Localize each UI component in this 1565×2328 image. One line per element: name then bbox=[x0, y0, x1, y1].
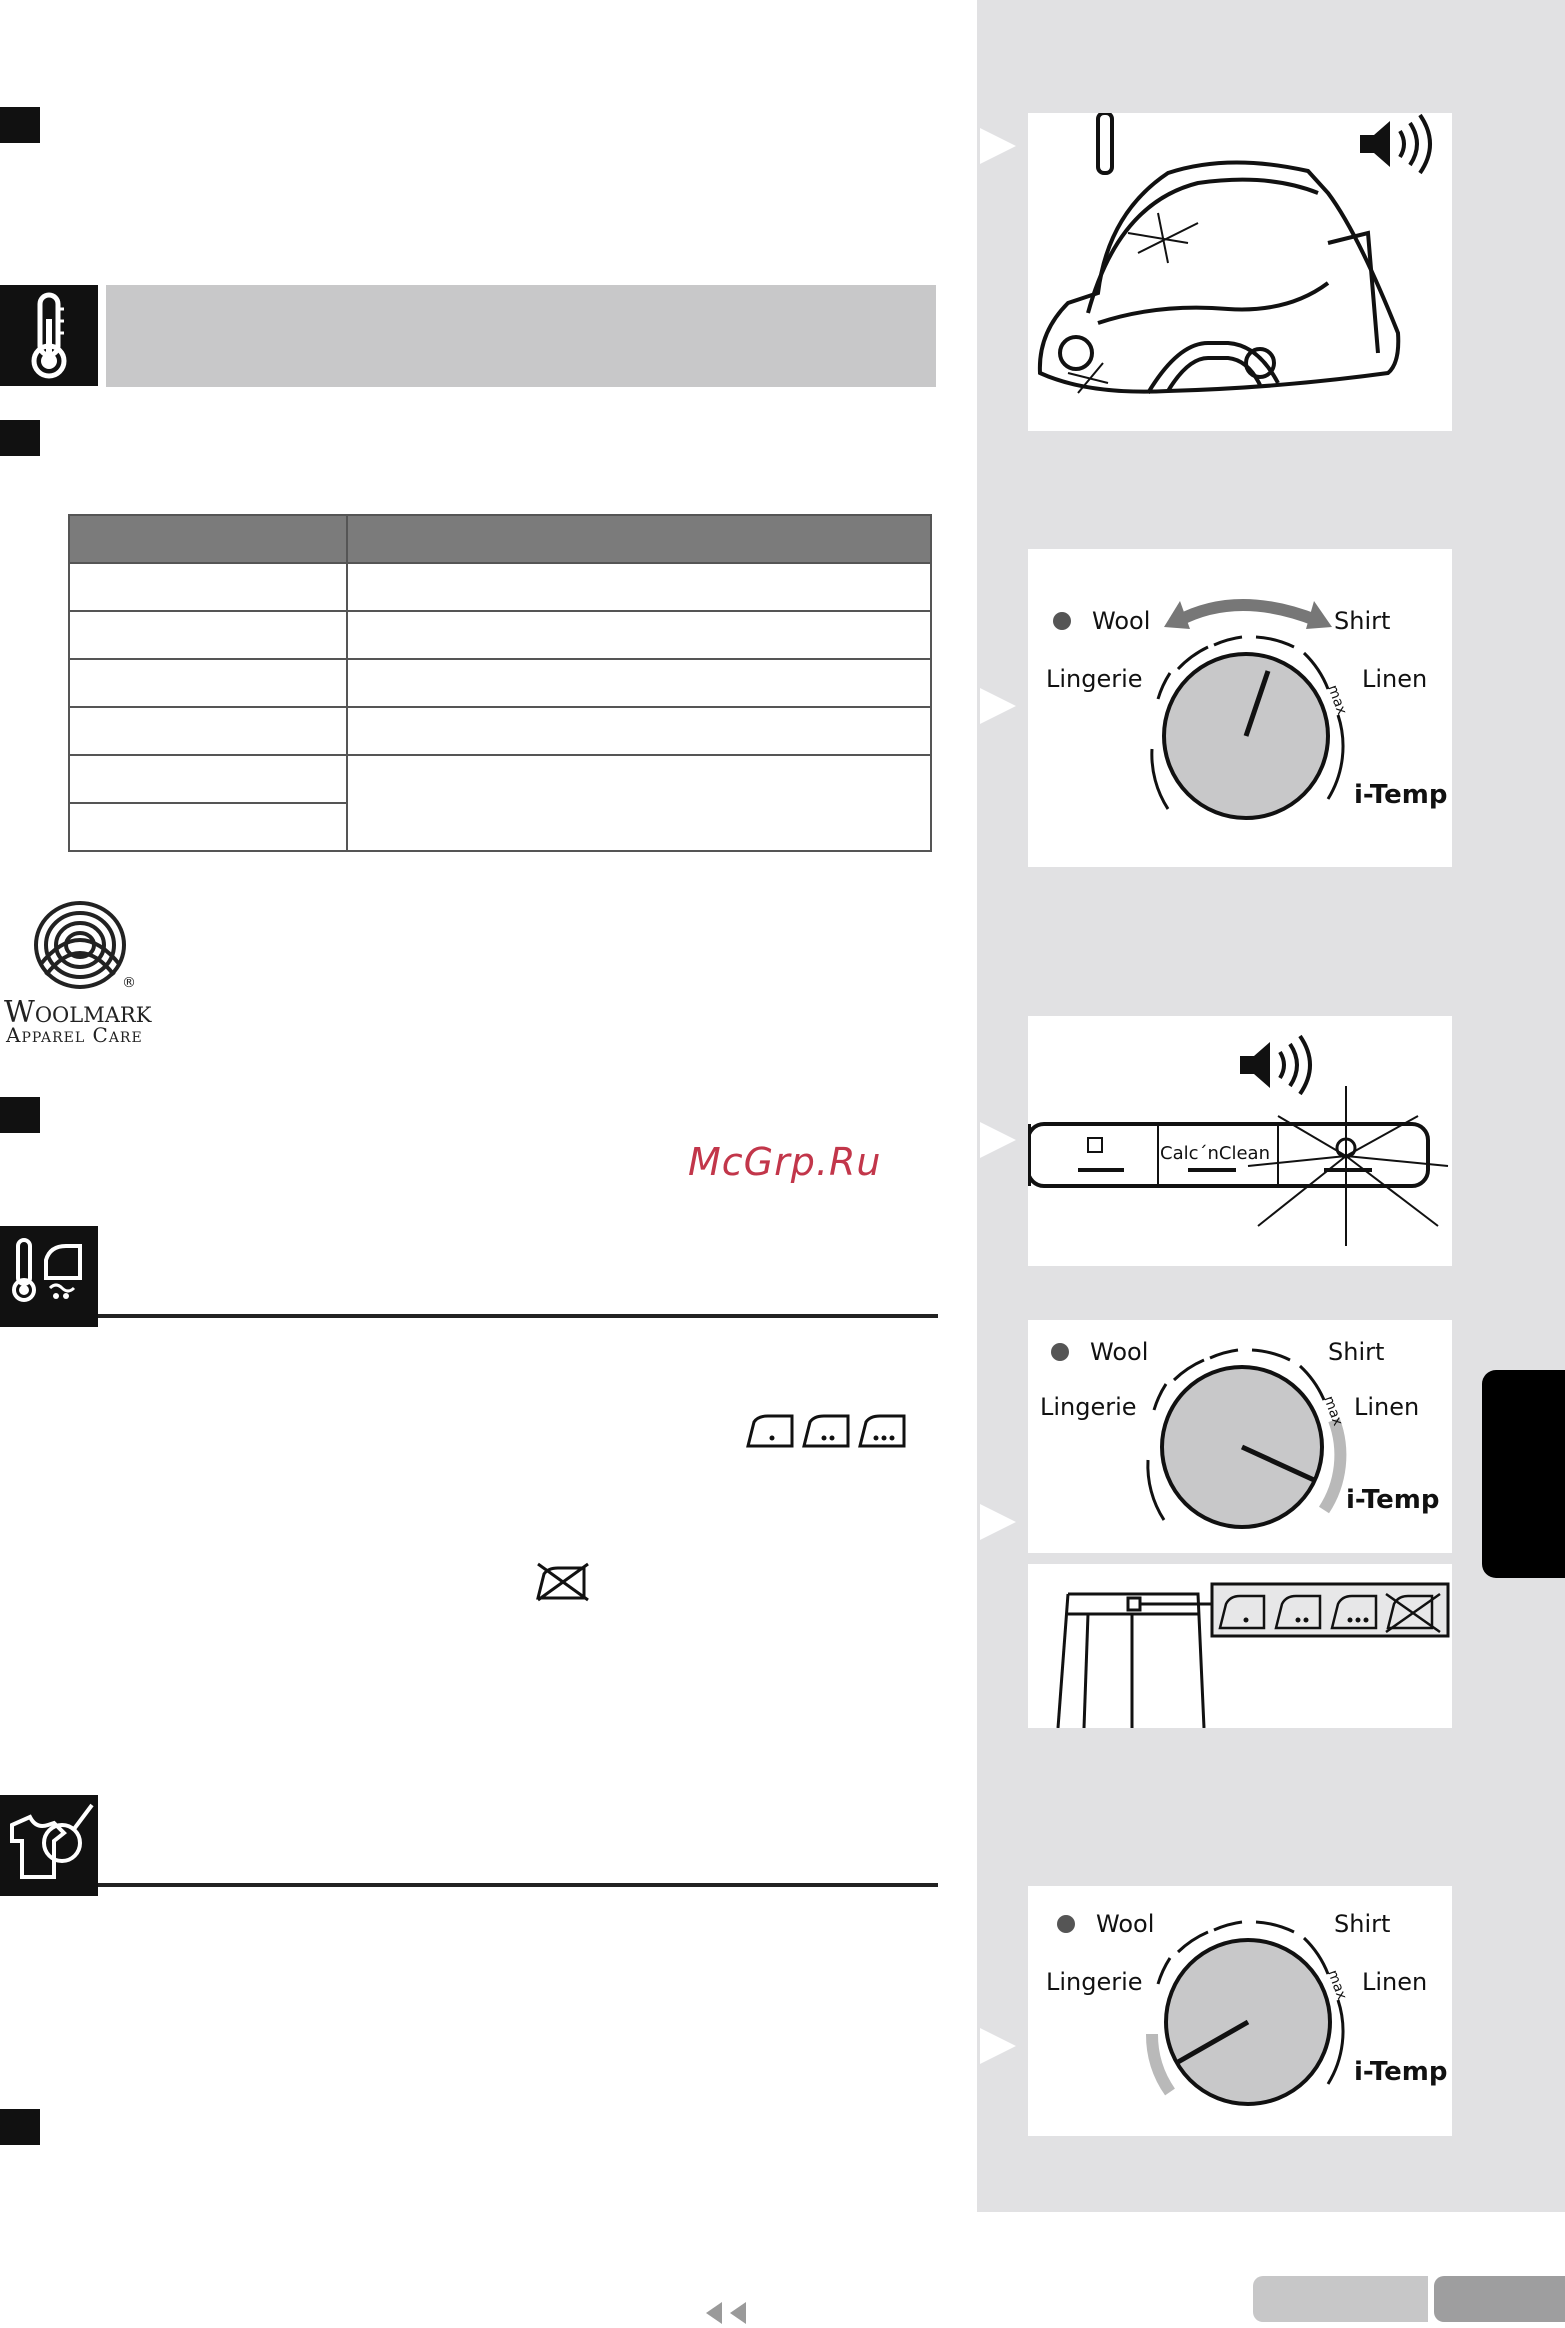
page-tab-left[interactable] bbox=[1253, 2276, 1428, 2322]
table-row bbox=[69, 659, 931, 707]
label-linen: Linen bbox=[1362, 1968, 1428, 1996]
label-wool: Wool bbox=[1090, 1338, 1149, 1366]
wool-icon bbox=[1057, 1915, 1075, 1933]
itemp-highlight-segment bbox=[1324, 1420, 1340, 1510]
section-title-bar bbox=[106, 285, 936, 387]
label-lingerie: Lingerie bbox=[1046, 665, 1143, 693]
label-itemp: i-Temp bbox=[1346, 1485, 1440, 1515]
temperature-dial bbox=[1028, 1320, 1452, 1553]
label-itemp: i-Temp bbox=[1354, 2057, 1448, 2087]
thermo-iron-section-icon bbox=[0, 1226, 98, 1327]
woolmark-logo bbox=[0, 895, 170, 1055]
page-tab-right[interactable] bbox=[1434, 2276, 1565, 2322]
low-dial-panel bbox=[1028, 1886, 1452, 2136]
iron-station-illustration bbox=[1028, 113, 1452, 431]
care-label-illustration bbox=[1028, 1564, 1452, 1728]
iron-dots-icon bbox=[744, 1410, 912, 1450]
trousers-care-label bbox=[1028, 1564, 1452, 1728]
table-row bbox=[69, 755, 931, 803]
no-iron-icon bbox=[534, 1562, 590, 1602]
label-wool: Wool bbox=[1096, 1910, 1155, 1938]
language-tab[interactable] bbox=[1482, 1370, 1565, 1578]
label-shirt: Shirt bbox=[1328, 1338, 1385, 1366]
wool-icon bbox=[1053, 612, 1071, 630]
thermometer-iron-icon bbox=[0, 1226, 98, 1327]
pointer-arrow bbox=[980, 688, 1016, 724]
pointer-arrow bbox=[980, 1122, 1016, 1158]
wool-icon bbox=[1051, 1343, 1069, 1361]
back-arrows-icon[interactable] bbox=[702, 2300, 752, 2326]
label-max: max bbox=[1324, 682, 1350, 718]
thermometer-section-icon bbox=[0, 285, 98, 386]
table-row bbox=[69, 563, 931, 611]
step-marker bbox=[0, 2109, 40, 2145]
speaker-icon bbox=[1360, 115, 1430, 173]
control-panel bbox=[1028, 1016, 1452, 1266]
control-panel-illustration bbox=[1028, 1016, 1452, 1266]
step-marker bbox=[0, 107, 40, 143]
section-rule bbox=[98, 1314, 938, 1318]
shirt-tag-section-icon bbox=[0, 1795, 98, 1896]
woolmark-subtitle: Apparel Care bbox=[6, 1023, 143, 1047]
temperature-table bbox=[68, 514, 932, 852]
label-max: max bbox=[1320, 1393, 1346, 1429]
label-wool: Wool bbox=[1092, 607, 1151, 635]
label-shirt: Shirt bbox=[1334, 1910, 1391, 1938]
table-row bbox=[69, 707, 931, 755]
watermark: McGrp.Ru bbox=[688, 1140, 882, 1184]
section-rule bbox=[98, 1883, 938, 1887]
label-itemp: i-Temp bbox=[1354, 780, 1448, 810]
table-header-row bbox=[69, 515, 931, 563]
step-marker bbox=[0, 1097, 40, 1133]
label-max: max bbox=[1324, 1967, 1350, 2003]
label-shirt: Shirt bbox=[1334, 607, 1391, 635]
step-marker bbox=[0, 420, 40, 456]
speaker-icon bbox=[1240, 1036, 1310, 1094]
steam-station-icon bbox=[1028, 113, 1452, 431]
temperature-dial bbox=[1028, 549, 1452, 867]
temperature-dial-panel bbox=[1028, 549, 1452, 867]
shirt-tag-icon bbox=[0, 1795, 98, 1896]
label-lingerie: Lingerie bbox=[1040, 1393, 1137, 1421]
calc-clean-label: Calc´nClean bbox=[1160, 1143, 1270, 1164]
thermometer-icon bbox=[0, 285, 98, 386]
woolmark-title: Woolmark bbox=[4, 995, 152, 1030]
itemp-dial-panel bbox=[1028, 1320, 1452, 1553]
woolmark-ball-icon bbox=[0, 895, 170, 1005]
pointer-arrow bbox=[980, 128, 1016, 164]
pointer-arrow bbox=[980, 2028, 1016, 2064]
pointer-arrow bbox=[980, 1504, 1016, 1540]
label-lingerie: Lingerie bbox=[1046, 1968, 1143, 1996]
label-linen: Linen bbox=[1362, 665, 1428, 693]
registered-mark: ® bbox=[122, 975, 136, 991]
table-row bbox=[69, 611, 931, 659]
temperature-dial bbox=[1028, 1886, 1452, 2136]
label-linen: Linen bbox=[1354, 1393, 1420, 1421]
